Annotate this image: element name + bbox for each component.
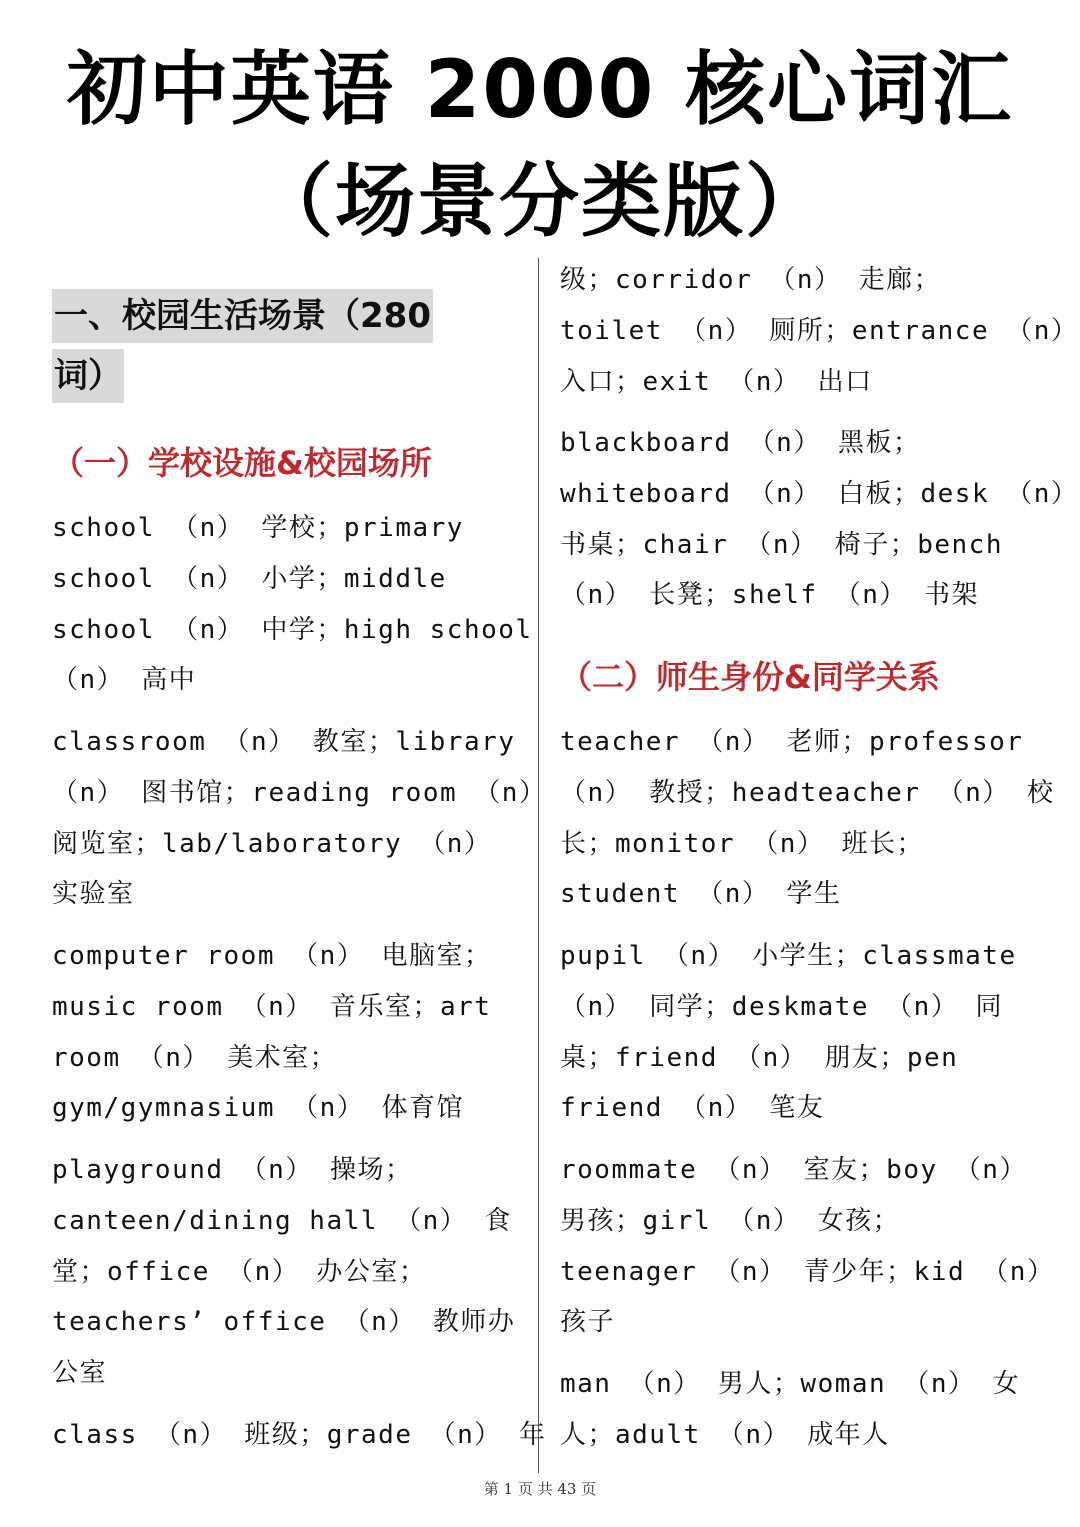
vocab-paragraph [560, 717, 1054, 920]
vocab-line: （n） 长凳；shelf （n） 书架 [560, 580, 980, 611]
vocab-line: （n） 教授；headteacher （n） 校 [560, 777, 1055, 808]
vocab-line: music room （n） 音乐室；art [52, 991, 492, 1022]
vocab-line: classroom （n） 教室；library [52, 727, 516, 757]
vocab-line: 阅览室；lab/laboratory （n） [52, 828, 492, 859]
vocab-line: （n） 图书馆；reading room （n） [52, 777, 547, 808]
vocab-line: man （n） 男人；woman （n） 女 [560, 1369, 1021, 1399]
vocab-line: 实验室 [52, 879, 135, 910]
vocab-paragraph [560, 418, 1078, 621]
page-subtitle: （场景分类版） [253, 155, 827, 248]
section-heading-line-1: 一、校园生活场景（280 [52, 289, 433, 343]
vocab-line: 书桌；chair （n） 椅子；bench [560, 529, 1003, 560]
vocab-line: teacher （n） 老师；professor [560, 727, 1024, 757]
vocab-line: computer room （n） 电脑室； [52, 941, 492, 971]
vocab-line: student （n） 学生 [560, 879, 842, 910]
vocab-paragraph [52, 717, 546, 920]
vocab-paragraph [560, 931, 1017, 1134]
subsection-heading-identities: （二）师生身份&同学关系 [560, 658, 940, 696]
vocab-line: 入口；exit （n） 出口 [560, 366, 873, 397]
vocab-line: canteen/dining hall （n） 食 [52, 1205, 512, 1236]
page-title: 初中英语 2000 核心词汇 [66, 43, 1014, 136]
vocab-line: 人；adult （n） 成年人 [560, 1419, 890, 1450]
vocab-line: （n） 高中 [52, 665, 197, 696]
vocab-paragraph [560, 1359, 1020, 1461]
vocab-line: 堂；office （n） 办公室； [52, 1256, 427, 1287]
vocab-line: 桌；friend （n） 朋友；pen [560, 1042, 959, 1073]
subsection-heading-facilities: （一）学校设施&校园场所 [52, 444, 432, 482]
section-heading [52, 286, 522, 406]
vocab-line: school （n） 小学；middle [52, 563, 447, 594]
vocab-line: 长；monitor （n） 班长； [560, 828, 925, 859]
vocab-paragraph [52, 1145, 515, 1399]
vocab-line: 孩子 [560, 1307, 616, 1338]
vocab-line: teachers’ office （n） 教师办 [52, 1307, 516, 1338]
vocab-line: school （n） 中学；high school [52, 614, 533, 645]
section-heading-line-2: 词） [52, 349, 124, 403]
vocab-line: toilet （n） 厕所；entrance （n） [560, 315, 1079, 346]
vocab-line: gym/gymnasium （n） 体育馆 [52, 1093, 464, 1124]
vocab-line: 男孩；girl （n） 女孩； [560, 1205, 901, 1236]
vocab-line: roommate （n） 室友；boy （n） [560, 1155, 1027, 1185]
page-footer: 第 1 页 共 43 页 [483, 1480, 597, 1498]
vocab-line: 级；corridor （n） 走廊； [560, 265, 942, 295]
vocab-line: 公室 [52, 1358, 108, 1389]
vocab-line: （n） 同学；deskmate （n） 同 [560, 991, 1003, 1022]
vocab-line: blackboard （n） 黑板； [560, 428, 921, 458]
vocab-paragraph [560, 255, 1078, 407]
vocab-line: teenager （n） 青少年；kid （n） [560, 1256, 1055, 1287]
vocab-line: room （n） 美术室； [52, 1042, 338, 1073]
vocab-paragraph [52, 931, 491, 1134]
vocab-paragraph [52, 503, 533, 706]
vocab-line: friend （n） 笔友 [560, 1093, 825, 1124]
vocab-line: whiteboard （n） 白板；desk （n） [560, 478, 1079, 509]
vocab-line: school （n） 学校；primary [52, 513, 464, 543]
vocab-line: playground （n） 操场； [52, 1155, 413, 1185]
vocab-paragraph [560, 1145, 1054, 1348]
vocab-line: class （n） 班级；grade （n） 年 [52, 1420, 547, 1450]
vocab-line: pupil （n） 小学生；classmate [560, 941, 1017, 971]
vocab-paragraph [52, 1410, 546, 1461]
